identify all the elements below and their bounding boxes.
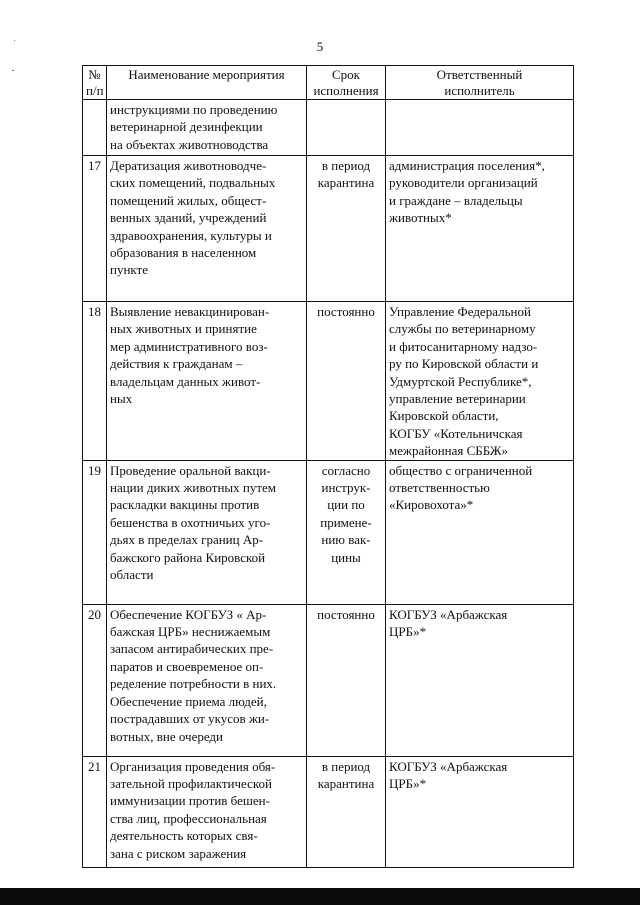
scan-speck bbox=[12, 70, 14, 71]
measure-name-line: иммунизации против бешен- bbox=[110, 793, 270, 809]
measure-name-line: ветеринарной дезинфекции bbox=[110, 119, 263, 135]
term-of-execution bbox=[307, 302, 386, 461]
term-of-execution bbox=[307, 156, 386, 302]
responsible-line: общество с ограниченной bbox=[389, 462, 533, 478]
term-of-execution bbox=[307, 604, 386, 756]
term-of-execution bbox=[307, 460, 386, 604]
measure-name-line: венных зданий, учреждений bbox=[110, 210, 267, 226]
measure-name-line: Проведение оральной вакци- bbox=[110, 462, 271, 478]
term-of-execution bbox=[307, 756, 386, 867]
row-number: 21 bbox=[83, 756, 107, 867]
measure-name-line: Выявление невакцинирован- bbox=[110, 304, 270, 319]
measure-name-line: деятельность которых свя- bbox=[110, 828, 258, 844]
measure-name-line: образования в населенном bbox=[110, 245, 257, 261]
responsible-line: КОГБУ «Котельничская bbox=[389, 425, 523, 441]
responsible-line: «Кировохота»* bbox=[389, 497, 474, 513]
header-term-line: Срок bbox=[332, 67, 360, 82]
measure-name bbox=[107, 100, 307, 156]
responsible-line: руководители организаций bbox=[389, 175, 538, 191]
header-num bbox=[83, 66, 107, 100]
table-row bbox=[83, 604, 574, 756]
responsible-line: Удмуртской Республике*, bbox=[389, 373, 532, 389]
responsible-line: администрация поселения*, bbox=[389, 158, 545, 173]
term-line: ции по bbox=[327, 497, 365, 513]
measure-name-line: Обеспечение КОГБУЗ « Ар- bbox=[110, 606, 267, 622]
measures-table bbox=[82, 65, 574, 868]
responsible-executor bbox=[386, 604, 574, 756]
measure-name-line: дьях в пределах границ Ар- bbox=[110, 532, 264, 548]
term-line: согласно bbox=[321, 462, 371, 478]
term-of-execution bbox=[307, 100, 386, 156]
responsible-executor bbox=[386, 756, 574, 867]
scan-bottom-edge bbox=[0, 888, 640, 905]
measure-name-line: ных животных и принятие bbox=[110, 321, 257, 337]
measure-name bbox=[107, 302, 307, 461]
measure-name-line: зана с риском заражения bbox=[110, 845, 247, 861]
header-term bbox=[307, 66, 386, 100]
measure-name-line: бажского района Кировской bbox=[110, 549, 266, 565]
header-responsible-line: исполнитель bbox=[444, 83, 515, 98]
row-number: 17 bbox=[83, 156, 107, 302]
responsible-line: Кировской области, bbox=[389, 408, 499, 424]
row-number: 20 bbox=[83, 604, 107, 756]
measure-name-line: Организация проведения обя- bbox=[110, 758, 276, 774]
measure-name-line: мер административного воз- bbox=[110, 338, 268, 354]
term-line: цины bbox=[331, 549, 361, 565]
measure-name-line: Дератизация животноводче- bbox=[110, 158, 267, 173]
table-row bbox=[83, 156, 574, 302]
measure-name-line: на объектах животноводства bbox=[110, 136, 269, 152]
header-responsible bbox=[386, 66, 574, 100]
row-number: 18 bbox=[83, 302, 107, 461]
table-row bbox=[83, 100, 574, 156]
measure-name-line: области bbox=[110, 567, 154, 583]
term-line: примене- bbox=[320, 514, 372, 530]
measure-name-line: бешенства в охотничьих уго- bbox=[110, 514, 271, 530]
measure-name-line: действия к гражданам – bbox=[110, 356, 243, 372]
responsible-line: управление ветеринарии bbox=[389, 391, 526, 407]
term-line: инструк- bbox=[321, 480, 371, 496]
header-name: Наименование мероприятия bbox=[107, 66, 307, 100]
measure-name-line: ных bbox=[110, 391, 133, 407]
measure-name bbox=[107, 460, 307, 604]
responsible-line: ЦРБ»* bbox=[389, 624, 427, 640]
responsible-line: и фитосанитарному надзо- bbox=[389, 338, 538, 354]
responsible-line: межрайонная СББЖ» bbox=[389, 443, 509, 459]
measure-name-line: паратов и своевременое оп- bbox=[110, 658, 264, 674]
term-line: в период bbox=[321, 158, 371, 173]
responsible-executor bbox=[386, 302, 574, 461]
responsible-line: ЦРБ»* bbox=[389, 776, 427, 792]
term-line: в период bbox=[321, 758, 371, 774]
measure-name-line: запасом антирабических пре- bbox=[110, 641, 274, 657]
measure-name-line: раскладки вакцины против bbox=[110, 497, 260, 513]
measure-name-line: вотных, вне очереди bbox=[110, 728, 224, 744]
table-row bbox=[83, 756, 574, 867]
responsible-line: Управление Федеральной bbox=[389, 304, 531, 319]
header-num-line: п/п bbox=[86, 83, 104, 98]
measure-name bbox=[107, 156, 307, 302]
measure-name-line: бажская ЦРБ» неснижаемым bbox=[110, 624, 271, 640]
table-row bbox=[83, 460, 574, 604]
measure-name-line: Обеспечение приема людей, bbox=[110, 693, 267, 709]
header-term-line: исполнения bbox=[313, 83, 379, 98]
term-line: нию вак- bbox=[321, 532, 371, 548]
measure-name-line: зательной профилактической bbox=[110, 776, 272, 792]
responsible-line: и граждане – владельцы bbox=[389, 192, 523, 208]
responsible-executor bbox=[386, 156, 574, 302]
measure-name-line: владельцам данных живот- bbox=[110, 373, 261, 389]
responsible-line: КОГБУЗ «Арбажская bbox=[389, 758, 508, 774]
page-number: 5 bbox=[316, 39, 324, 54]
table-body bbox=[83, 100, 574, 868]
responsible-line: КОГБУЗ «Арбажская bbox=[389, 606, 508, 622]
table-header-row bbox=[83, 66, 574, 100]
responsible-line: ру по Кировской области и bbox=[389, 356, 539, 372]
term-line: карантина bbox=[317, 175, 375, 191]
measure-name-line: инструкциями по проведению bbox=[110, 102, 278, 117]
measure-name-line: здравоохранения, культуры и bbox=[110, 227, 272, 243]
measure-name-line: помещений жилых, общест- bbox=[110, 192, 267, 208]
responsible-executor bbox=[386, 460, 574, 604]
row-number: 19 bbox=[83, 460, 107, 604]
measure-name-line: пункте bbox=[110, 262, 149, 278]
measure-name-line: ределение потребности в них. bbox=[110, 676, 277, 692]
measure-name-line: ских помещений, подвальных bbox=[110, 175, 276, 191]
term-line: постоянно bbox=[317, 304, 375, 319]
header-responsible-line: Ответственный bbox=[436, 67, 523, 82]
responsible-executor bbox=[386, 100, 574, 156]
scan-speck bbox=[14, 40, 15, 41]
measure-name-line: ства лиц, профессиональная bbox=[110, 810, 267, 826]
measure-name-line: пострадавших от укусов жи- bbox=[110, 711, 270, 727]
measure-name bbox=[107, 756, 307, 867]
term-line: постоянно bbox=[317, 606, 375, 622]
header-num-line: № bbox=[88, 67, 101, 82]
responsible-line: животных* bbox=[389, 210, 452, 226]
measure-name-line: нации диких животных путем bbox=[110, 480, 277, 496]
measure-name bbox=[107, 604, 307, 756]
table-row bbox=[83, 302, 574, 461]
responsible-line: службы по ветеринарному bbox=[389, 321, 536, 337]
row-number bbox=[83, 100, 107, 156]
responsible-line: ответственностью bbox=[389, 480, 490, 496]
term-line: карантина bbox=[317, 776, 375, 792]
